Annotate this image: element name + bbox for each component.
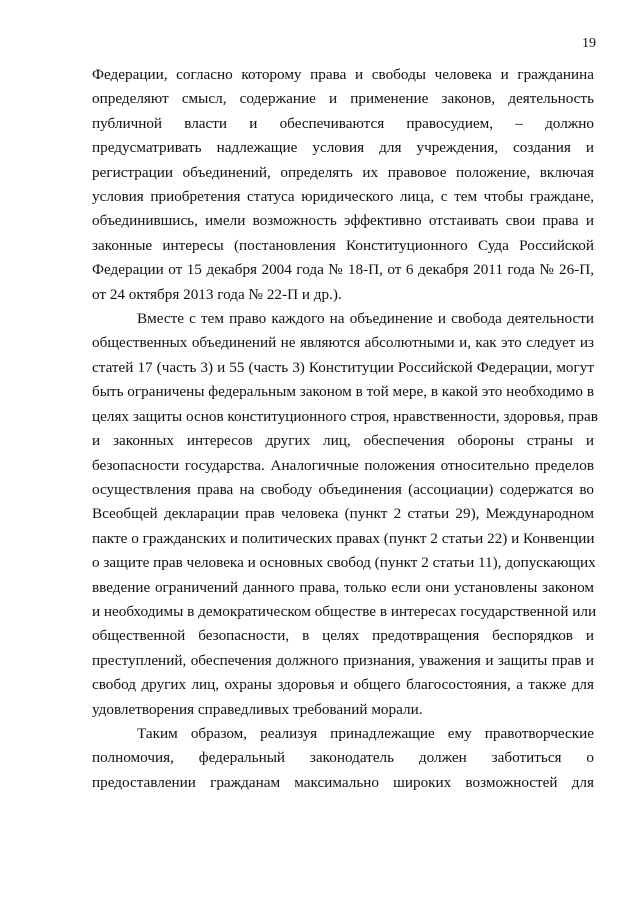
- text-line: объединившись, имели возможность эффективно отстаивать свои права и: [92, 212, 594, 230]
- text-line: безопасности государства. Аналогичные положения относительно пределов: [92, 456, 594, 474]
- text-line: общественных объединений не являются абсолютными и, как это следует из: [92, 334, 594, 352]
- text-line: Федерации от 15 декабря 2004 года № 18-П, от 6 декабря 2011 года № 26-П,: [92, 261, 594, 279]
- paragraph-1: [92, 63, 594, 307]
- paragraph-3: [92, 722, 594, 795]
- text-line: о защите прав человека и основных свобод (пункт 2 статьи 11), допускающих: [92, 554, 596, 572]
- paragraph-2: [92, 307, 598, 722]
- text-line: законные интересы (постановления Конституционного Суда Российской: [92, 236, 594, 254]
- text-line: Федерации, согласно которому права и свободы человека и гражданина: [92, 66, 594, 83]
- text-line: введение ограничений данного права, только если они установлены законом: [92, 578, 594, 596]
- text-line: предусматривать надлежащие условия для учреждения, создания и: [92, 139, 594, 157]
- text-line: и необходимы в демократическом обществе в интересах государственной или: [92, 602, 597, 620]
- text-line: удовлетворения справедливых требований морали.: [92, 700, 423, 718]
- page-number: 19: [582, 36, 596, 51]
- text-line: полномочия, федеральный законодатель должен заботиться о: [92, 749, 594, 767]
- text-line: общественной безопасности, в целях предотвращения беспорядков и: [92, 627, 594, 645]
- text-line: пакте о гражданских и политических правах (пункт 2 статьи 22) и Конвенции: [92, 529, 595, 547]
- text-line: Таким образом, реализуя принадлежащие ему правотворческие: [137, 724, 594, 742]
- text-line: определяют смысл, содержание и применение законов, деятельность: [92, 90, 594, 108]
- text-line: статей 17 (часть 3) и 55 (часть 3) Конституции Российской Федерации, могут: [92, 358, 594, 376]
- text-line: и законных интересов других лиц, обеспечения обороны страны и: [92, 432, 594, 450]
- text-line: предоставлении гражданам максимально широких возможностей для: [92, 773, 594, 791]
- document-body: [92, 63, 598, 795]
- text-line: целях защиты основ конституционного строя, нравственности, здоровья, прав: [92, 407, 598, 425]
- text-line: условия приобретения статуса юридического лица, с тем чтобы граждане,: [92, 188, 594, 206]
- text-line: Вместе с тем право каждого на объединение и свобода деятельности: [137, 310, 594, 328]
- text-line: быть ограничены федеральным законом в той мере, в какой это необходимо в: [92, 383, 594, 401]
- text-line: Всеобщей декларации прав человека (пункт 2 статьи 29), Международном: [92, 505, 594, 523]
- text-line: регистрации объединений, определять их правовое положение, включая: [92, 163, 594, 181]
- text-line: от 24 октября 2013 года № 22-П и др.).: [92, 285, 342, 303]
- text-line: свобод других лиц, охраны здоровья и общего благосостояния, а также для: [92, 676, 594, 694]
- text-line: преступлений, обеспечения должного признания, уважения и защиты прав и: [92, 651, 594, 669]
- text-line: осуществления права на свободу объединения (ассоциации) содержатся во: [92, 480, 594, 498]
- text-line: публичной власти и обеспечиваются правосудием, – должно: [92, 114, 594, 132]
